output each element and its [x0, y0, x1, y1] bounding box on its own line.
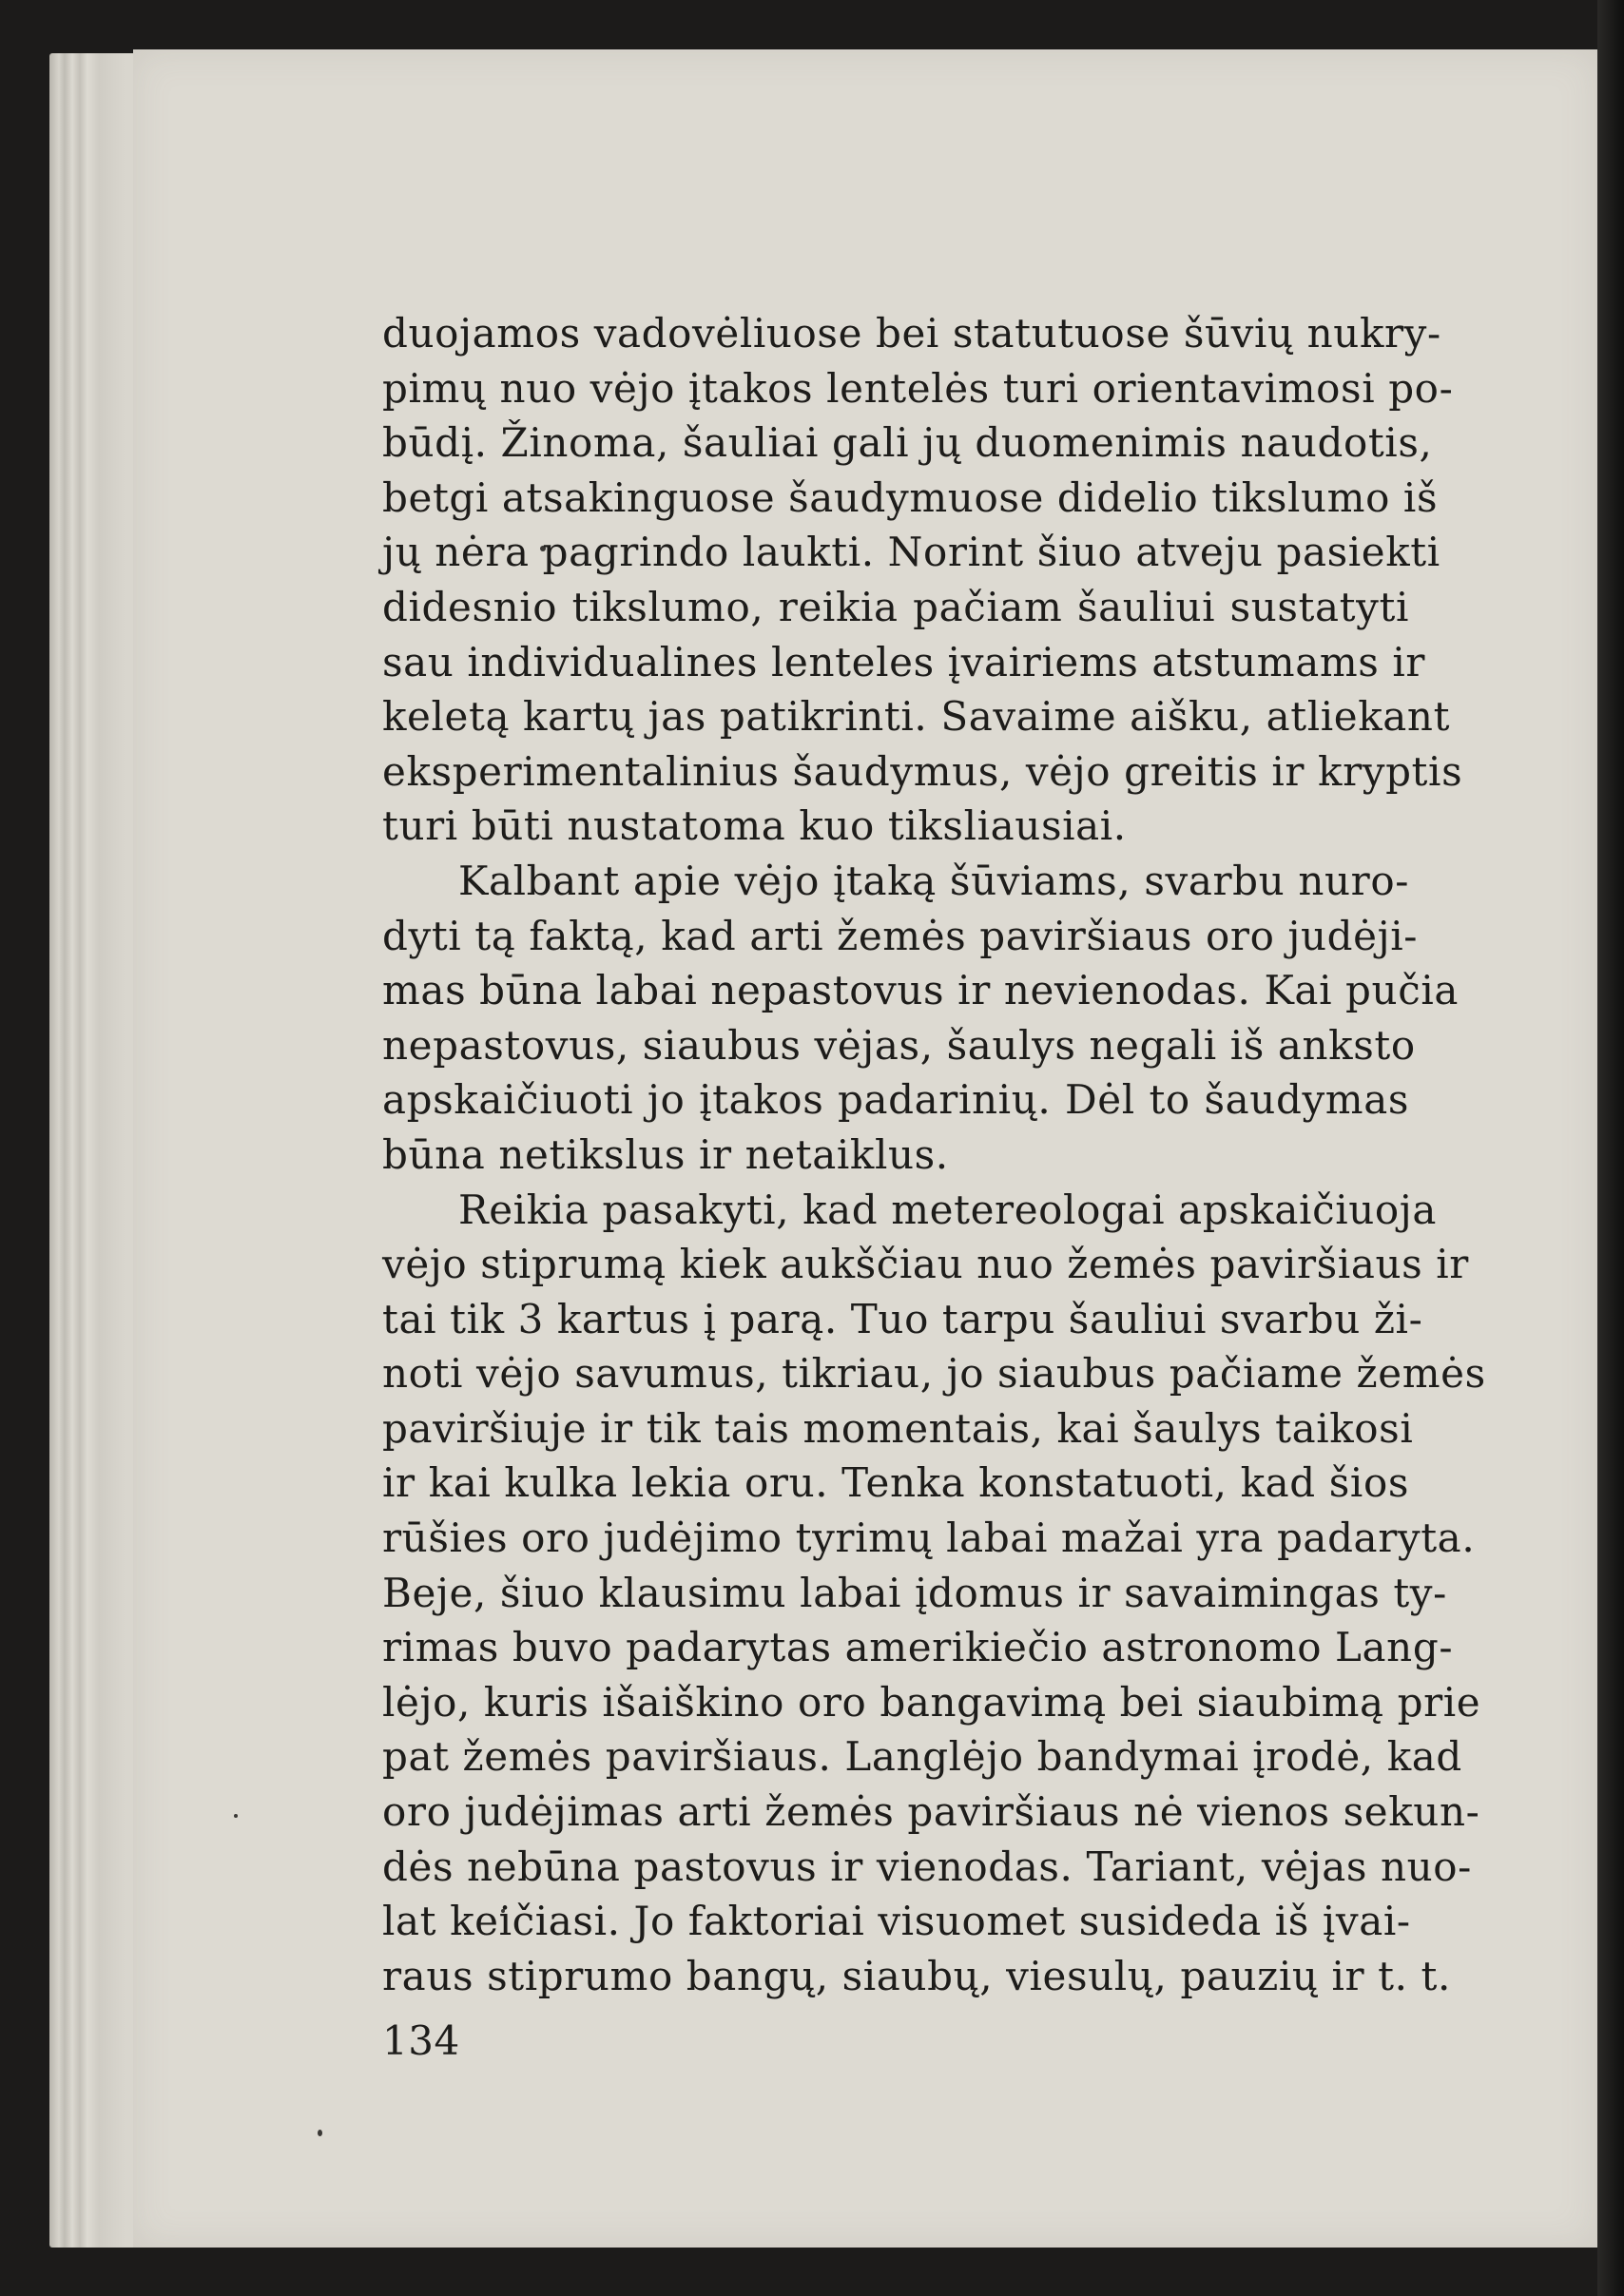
text-line: eksperimentalinius šaudymus, vėjo greitis ir kryptis — [382, 747, 1463, 795]
text-line: turi būti nustatoma kuo tiksliausiai. — [382, 802, 1127, 850]
text-line: jų nėra pagrindo laukti. Norint šiuo atveju pasiekti — [382, 529, 1440, 576]
text-line: paviršiuje ir tik tais momentais, kai šaulys taikosi — [382, 1404, 1414, 1452]
text-line: keletą kartų jas patikrinti. Savaime aišku, atliekant — [382, 693, 1451, 741]
text-line: didesnio tikslumo, reikia pačiam šauliui sustatyti — [382, 583, 1409, 630]
scan-right-border — [1597, 0, 1624, 2296]
text-line: oro judėjimas arti žemės paviršiaus nė vienos sekun- — [382, 1788, 1480, 1836]
text-line: pimų nuo vėjo įtakos lentelės turi orientavimosi po- — [382, 364, 1454, 412]
text-line: lėjo, kuris išaiškino oro bangavimą bei siaubimą prie — [382, 1678, 1481, 1726]
page-number: 134 — [382, 2017, 460, 2064]
text-line: tai tik 3 kartus į parą. Tuo tarpu šauliui svarbu ži- — [382, 1295, 1423, 1342]
text-line: nepastovus, siaubus vėjas, šaulys negali iš anksto — [382, 1021, 1416, 1069]
text-line: Beje, šiuo klausimu labai įdomus ir savaimingas ty- — [382, 1569, 1447, 1616]
text-line: dės nebūna pastovus ir vienodas. Tariant, vėjas nuo- — [382, 1843, 1472, 1890]
text-line: apskaičiuoti jo įtakos padarinių. Dėl to šaudymas — [382, 1076, 1409, 1124]
paper-speck — [318, 2130, 322, 2136]
text-line: raus stiprumo bangų, siaubų, viesulų, pauzių ir t. t. — [382, 1952, 1451, 1999]
text-line: ir kai kulka lekia oru. Tenka konstatuoti, kad šios — [382, 1459, 1409, 1507]
paragraph — [382, 306, 1463, 854]
text-line: pat žemės paviršiaus. Langlėjo bandymai įrodė, kad — [382, 1733, 1462, 1781]
text-line: Reikia pasakyti, kad metereologai apskaičiuoja — [458, 1186, 1438, 1233]
paper-speck — [234, 1814, 238, 1818]
text-line: sau individualines lenteles įvairiems atstumams ir — [382, 638, 1426, 685]
text-line: betgi atsakinguose šaudymuose didelio tikslumo iš — [382, 473, 1439, 521]
text-line: vėjo stiprumą kiek aukščiau nuo žemės paviršiaus ir — [382, 1241, 1469, 1288]
paragraph — [382, 1183, 1486, 2004]
body-text — [382, 306, 1486, 2003]
text-line: duojamos vadovėliuose bei statutuose šūvių nukry- — [382, 310, 1441, 357]
text-line: būna netikslus ir netaiklus. — [382, 1130, 949, 1178]
text-line: noti vėjo savumus, tikriau, jo siaubus pačiame žemės — [382, 1350, 1486, 1398]
paragraph — [382, 854, 1459, 1183]
text-line: rimas buvo padarytas amerikiečio astronomo Lang- — [382, 1624, 1454, 1671]
text-line: būdį. Žinoma, šauliai gali jų duomenimis naudotis, — [382, 419, 1433, 467]
text-line: dyti tą faktą, kad arti žemės paviršiaus oro judėji- — [382, 912, 1419, 959]
text-line: lat keičiasi. Jo faktoriai visuomet susideda iš įvai- — [382, 1898, 1411, 1945]
text-line: rūšies oro judėjimo tyrimų labai mažai yra padaryta. — [382, 1515, 1476, 1562]
text-line: Kalbant apie vėjo įtaką šūviams, svarbu nuro- — [458, 857, 1409, 904]
text-line: mas būna labai nepastovus ir nevienodas. Kai pučia — [382, 967, 1459, 1014]
